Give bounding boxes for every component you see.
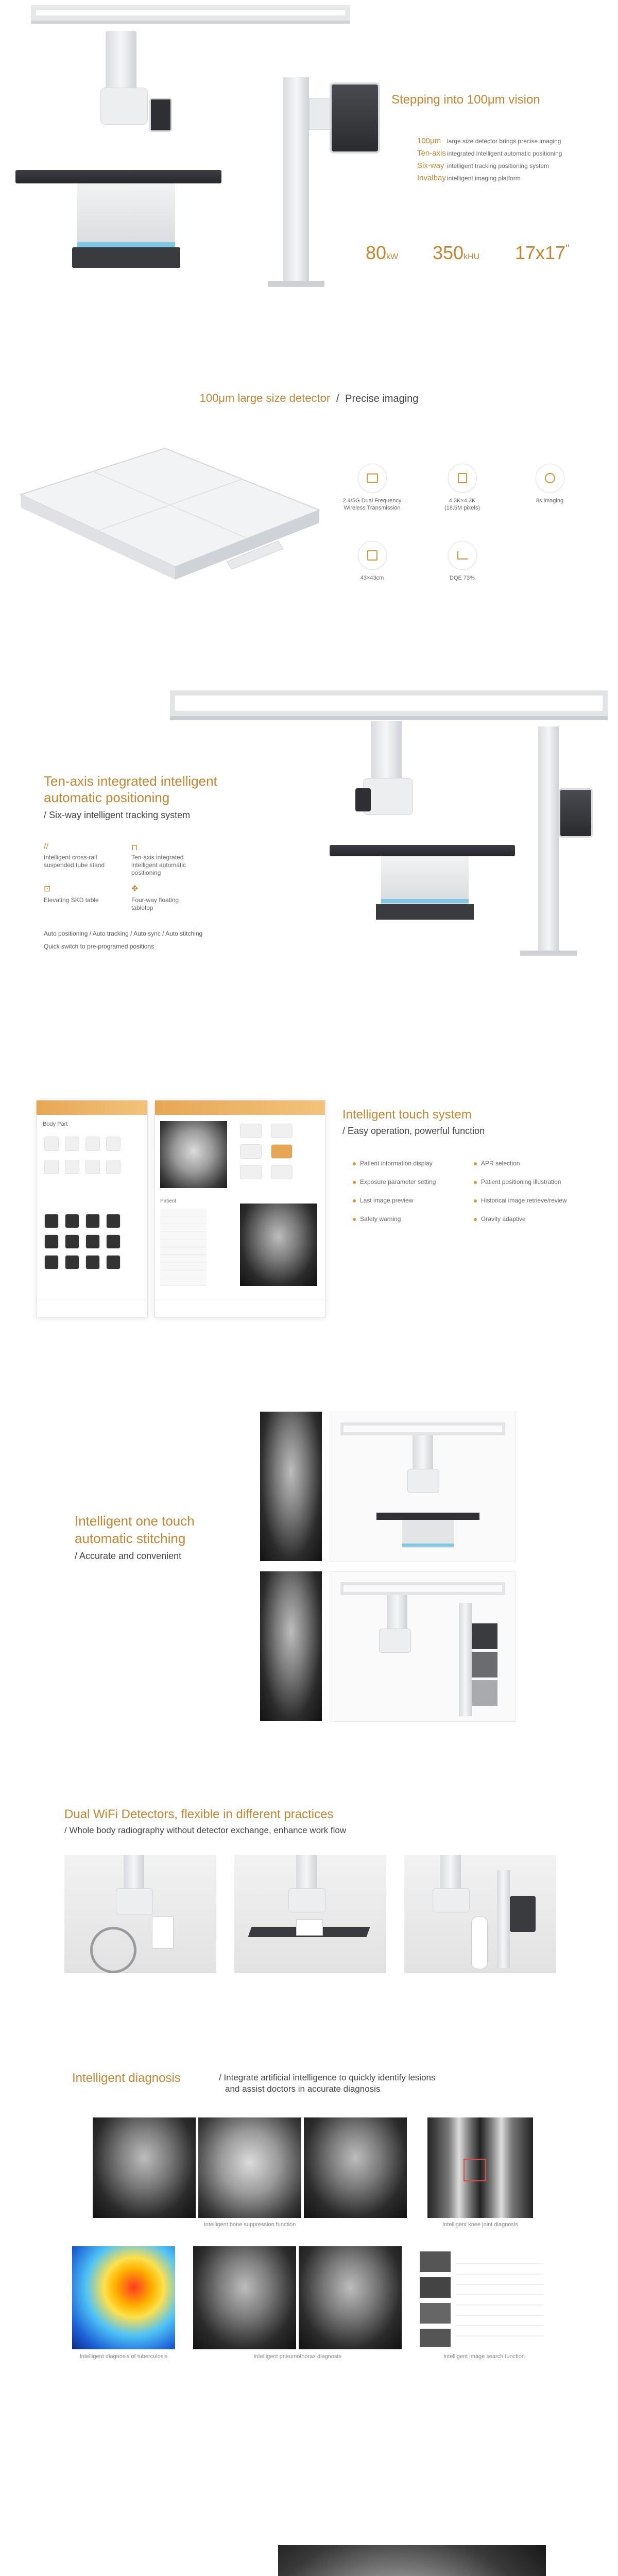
wall-detector <box>330 82 380 154</box>
hero-section <box>0 0 618 319</box>
spec-value: 80 <box>366 242 387 263</box>
resolution-icon <box>448 464 477 493</box>
positioning-item-label: Ten-axis integrated intelligent automatic positioning <box>131 854 186 876</box>
positioning-note: Auto positioning / Auto tracking / Auto sync / Auto stitching <box>44 930 203 937</box>
touch-screen-patient <box>154 1100 325 1317</box>
stitching-title-line: Intelligent one touch <box>75 1513 195 1529</box>
wifi-scenario-wheelchair <box>64 1855 216 1973</box>
detector-panel-image <box>10 433 324 608</box>
tube-hanger <box>106 31 136 93</box>
rail-icon: // <box>44 842 48 851</box>
screen-heading: Body Part <box>43 1121 68 1127</box>
wall-stand-foot <box>268 281 324 287</box>
float-icon: ✥ <box>131 885 139 893</box>
wall-stand-column <box>538 726 559 953</box>
wifi-scenario-standing <box>404 1855 556 1973</box>
screen-heading: Patient <box>160 1198 177 1204</box>
chest-xray-original <box>93 2117 196 2218</box>
feature-label: 4.3K×4.3K (18.5M pixels) <box>444 498 480 511</box>
ceiling-rail <box>31 5 350 21</box>
spec-unit: " <box>565 242 570 255</box>
wifi-subtitle: / Whole body radiography without detector exchange, enhance work flow <box>64 1825 347 1835</box>
touch-feature: Historical image retrieve/review <box>474 1191 567 1210</box>
dqe-icon <box>448 541 477 570</box>
tube-hanger <box>371 721 402 783</box>
image-search-results <box>420 2246 548 2349</box>
detail-section <box>0 2524 618 2576</box>
touch-features-right <box>474 1154 567 1228</box>
body-part-grid <box>44 1137 140 1198</box>
feature-label: 43×43cm <box>360 575 384 581</box>
stitching-subtitle: / Accurate and convenient <box>75 1551 182 1561</box>
touch-feature: Patient positioning illustration <box>474 1173 567 1191</box>
stitching-section <box>0 1401 618 1731</box>
table-light-strip <box>77 242 175 247</box>
diagnosis-title: Intelligent diagnosis <box>72 2071 181 2085</box>
wifi-scenario-stretcher <box>234 1855 386 1973</box>
hero-feature-text: integrated intelligent automatic positioning <box>447 150 562 157</box>
positioning-title <box>44 773 217 806</box>
diagnosis-subtitle-line: and assist doctors in accurate diagnosis <box>225 2084 381 2094</box>
positioning-section <box>0 670 618 999</box>
ceiling-rail-shadow <box>170 716 608 720</box>
stitching-title-line: automatic stitching <box>75 1531 186 1546</box>
diagnosis-subtitle-line: / Integrate artificial intelligence to quickly identify lesions <box>219 2073 436 2082</box>
hero-feature-key: Invalbay <box>417 174 446 182</box>
screen-header <box>37 1100 147 1115</box>
feature-label: DQE 73% <box>450 575 475 581</box>
feature-label: 8s imaging <box>536 498 564 504</box>
spec-power <box>366 242 398 264</box>
stitching-machine-table <box>330 1412 516 1562</box>
table-foot <box>376 904 474 920</box>
positioning-title-line: Ten-axis integrated intelligent <box>44 773 217 789</box>
parameter-controls <box>240 1124 317 1191</box>
stitching-machine-wall <box>330 1571 516 1722</box>
touch-feature: Last image preview <box>353 1191 436 1210</box>
chest-xray-large <box>240 1204 317 1286</box>
hero-feature-key: 100μm <box>417 137 441 145</box>
chest-xray-detail <box>278 2545 546 2576</box>
tuberculosis-heatmap <box>72 2246 175 2349</box>
tube-screen <box>149 98 172 132</box>
touch-title: Intelligent touch system <box>342 1108 472 1122</box>
legs-xray <box>260 1571 322 1721</box>
wall-stand-foot <box>520 951 577 956</box>
screen-nav-bar[interactable] <box>155 1299 325 1317</box>
hero-feature-text: large size detector brings precise imaging <box>447 138 561 145</box>
positioning-note: Quick switch to pre-programed positions <box>44 943 154 950</box>
positioning-item-label: Intelligent cross-rail suspended tube stand <box>44 854 105 869</box>
diagnosis-caption: Intelligent diagnosis of tuberculosis <box>79 2353 168 2360</box>
touch-feature: Patient information display <box>353 1154 436 1173</box>
spec-heat <box>433 242 479 264</box>
touch-features-left <box>353 1154 436 1228</box>
wifi-title: Dual WiFi Detectors, flexible in different practices <box>64 1807 334 1821</box>
chest-xray-preview <box>160 1121 227 1188</box>
tube-head <box>100 88 148 125</box>
spec-unit: kW <box>386 252 399 261</box>
diagnosis-caption: Intelligent knee joint diagnosis <box>442 2222 518 2228</box>
detector-section <box>0 392 618 629</box>
hero-feature-list <box>417 135 608 184</box>
size-icon <box>358 541 387 570</box>
stand-icon: ⊓ <box>131 843 138 852</box>
positioning-title-line: automatic positioning <box>44 790 170 805</box>
touch-feature: Exposure parameter setting <box>353 1173 436 1191</box>
diagnosis-caption: Intelligent image search function <box>443 2353 525 2360</box>
hero-feature-text: intelligent tracking positioning system <box>447 162 550 170</box>
hero-feature <box>417 160 608 172</box>
feature-label: 2.4/5G Dual Frequency Wireless Transmission <box>342 498 402 511</box>
spec-value: 17x17 <box>515 242 566 263</box>
diagnosis-caption: Intelligent bone suppression function <box>203 2222 296 2228</box>
positioning-item-label: Four-way floating tabletop <box>131 896 179 911</box>
chest-xray-bone-suppressed <box>198 2117 301 2218</box>
patient-table-base <box>381 856 469 905</box>
timer-icon <box>536 464 564 493</box>
detector-subtitle: Precise imaging <box>345 393 419 404</box>
wifi-section <box>0 1793 618 2020</box>
touch-screen-body-part <box>36 1100 148 1317</box>
diagnosis-subtitle <box>219 2072 436 2095</box>
hero-feature <box>417 147 608 160</box>
table-icon: ⊡ <box>44 885 51 893</box>
hero-feature <box>417 172 608 184</box>
pneumothorax-xray-left <box>193 2246 296 2349</box>
touch-feature: Gravity adaptive <box>474 1210 567 1228</box>
spec-unit: kHU <box>464 252 480 261</box>
patient-list[interactable] <box>160 1209 207 1286</box>
hero-feature-key: Ten-axis <box>417 149 446 158</box>
ceiling-rail-shadow <box>31 21 350 24</box>
diagnosis-caption: Intelligent pneumothorax diagnosis <box>253 2353 341 2360</box>
detector-title: 100μm large size detector <box>199 392 331 404</box>
hero-feature-key: Six-way <box>417 161 444 170</box>
screen-header <box>155 1100 325 1115</box>
hero-feature-text: intelligent imaging platform <box>447 175 521 182</box>
ceiling-rail <box>170 690 608 716</box>
touch-feature: APR selection <box>474 1154 567 1173</box>
patient-table-base <box>77 183 175 250</box>
wall-stand-column <box>283 77 309 283</box>
wireless-icon <box>358 464 387 493</box>
patient-table-top <box>330 845 515 856</box>
tube-screen <box>355 788 371 811</box>
table-light-strip <box>381 899 469 903</box>
knee-xray <box>427 2117 533 2218</box>
hero-feature <box>417 135 608 147</box>
detector-heading: 100μm large size detector / Precise imaging <box>199 392 419 404</box>
wall-detector <box>559 788 593 838</box>
pneumothorax-xray-right <box>299 2246 402 2349</box>
table-foot <box>72 247 180 268</box>
positioning-subtitle: / Six-way intelligent tracking system <box>44 810 191 820</box>
chest-xray-enhanced <box>304 2117 407 2218</box>
patient-table-top <box>15 170 221 183</box>
spine-xray <box>260 1412 322 1561</box>
stitching-title <box>75 1512 195 1547</box>
spec-value: 350 <box>433 242 464 263</box>
diagnosis-section <box>0 2071 618 2411</box>
screen-nav-bar[interactable] <box>37 1299 147 1317</box>
touch-feature: Safety warning <box>353 1210 436 1228</box>
touch-subtitle: / Easy operation, powerful function <box>342 1126 485 1136</box>
hero-title: Stepping into 100μm vision <box>391 93 540 107</box>
exam-grid <box>44 1214 140 1281</box>
touch-section <box>0 1082 618 1360</box>
positioning-item-label: Elevating SKD table <box>44 896 99 904</box>
spec-size <box>515 242 570 264</box>
